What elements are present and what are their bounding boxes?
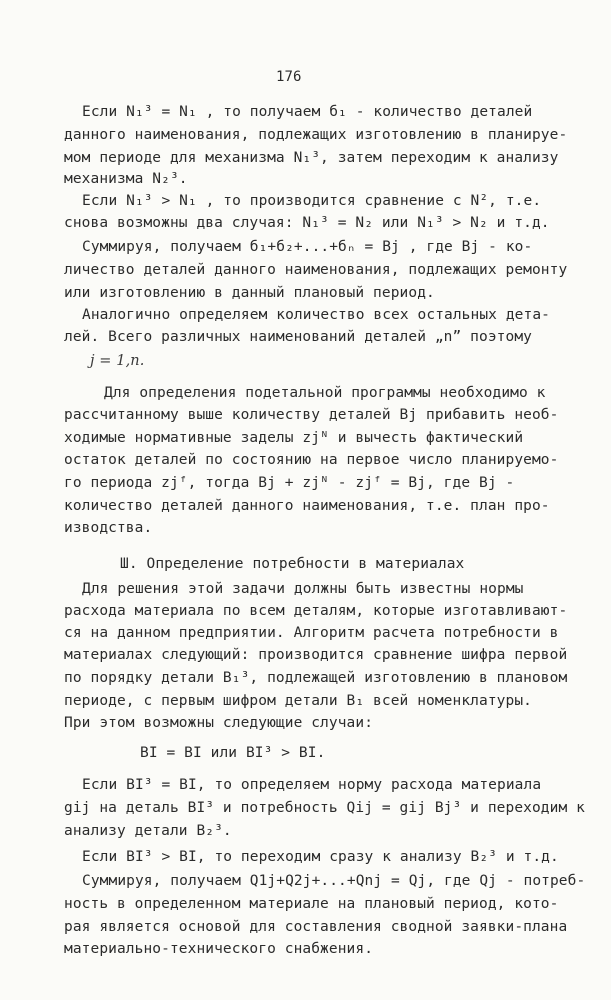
text-line: периоде, с первым шифром детали B₁ всей номенклатуры. [64, 693, 532, 709]
text-line: анализу детали B₂³. [64, 823, 232, 839]
text-line: При этом возможны следующие случаи: [64, 715, 374, 731]
text-line: рассчитанному выше количеству деталей Bj прибавить необ- [64, 407, 559, 423]
text-line: ходимые нормативные заделы zjᴺ и вычесть фактический [64, 430, 524, 446]
text-line: по порядку детали B₁³, подлежащей изготовлению в плановом [64, 670, 568, 686]
page-number: 176 [276, 69, 302, 85]
text-line: механизма N₂³. [64, 171, 188, 187]
text-line: Аналогично определяем количество всех остальных дета- [82, 307, 550, 323]
text-line: ность в определенном материале на плановый период, кото- [64, 896, 559, 912]
text-line: количество деталей данного наименования, т.е. план про- [64, 498, 550, 514]
text-line: материально-технического снабжения. [64, 941, 374, 957]
text-line: Для определения подетальной программы необходимо к [104, 385, 546, 401]
section-heading: Ш. Определение потребности в материалах [120, 556, 465, 572]
text-line: мом периоде для механизма N₁³, затем переходим к анализу [64, 150, 559, 166]
text-line: Для решения этой задачи должны быть известны нормы [82, 581, 524, 597]
text-line: Если BI³ > BI, то переходим сразу к анализу B₂³ и т.д. [82, 849, 559, 865]
text-line: лей. Всего различных наименований деталей „n” поэтому [64, 329, 532, 345]
text-line: данного наименования, подлежащих изготовлению в планируе- [64, 127, 568, 143]
text-line: Если N₁³ = N₁ , то получаем б₁ - количество деталей [82, 104, 533, 120]
text-line: расхода материала по всем деталям, которые изготавливают- [64, 603, 568, 619]
text-line: остаток деталей по состоянию на первое число планируемо- [64, 452, 559, 468]
text-line: изводства. [64, 520, 153, 536]
text-line: материалах следующий: производится сравнение шифра первой [64, 647, 568, 663]
text-line: gij на деталь BI³ и потребность Qij = gij Bj³ и переходим к [64, 800, 585, 816]
text-line: Если BI³ = BI, то определяем норму расхода материала [82, 777, 542, 793]
text-line: личество деталей данного наименования, подлежащих ремонту [64, 262, 568, 278]
text-line: Суммируя, получаем Q1j+Q2j+...+Qnj = Qj, где Qj - потреб- [82, 873, 586, 889]
text-line: или изготовлению в данный плановый период. [64, 285, 435, 301]
text-line: Суммируя, получаем б₁+б₂+...+бₙ = Bj , где Bj - ко- [82, 239, 533, 255]
text-line: го периода zjᶠ, тогда Bj + zjᴺ - zjᶠ = Bj, где Bj - [64, 475, 515, 491]
formula-line: j = 1,n. [90, 353, 145, 369]
text-line: ся на данном предприятии. Алгоритм расчета потребности в [64, 625, 559, 641]
formula-line: BI = BI или BI³ > BI. [140, 745, 326, 761]
text-line: снова возможны два случая: N₁³ = N₂ или N₁³ > N₂ и т.д. [64, 215, 550, 231]
text-line: Если N₁³ > N₁ , то производится сравнение с N², т.е. [82, 193, 542, 209]
text-line: рая является основой для составления сводной заявки-плана [64, 919, 568, 935]
